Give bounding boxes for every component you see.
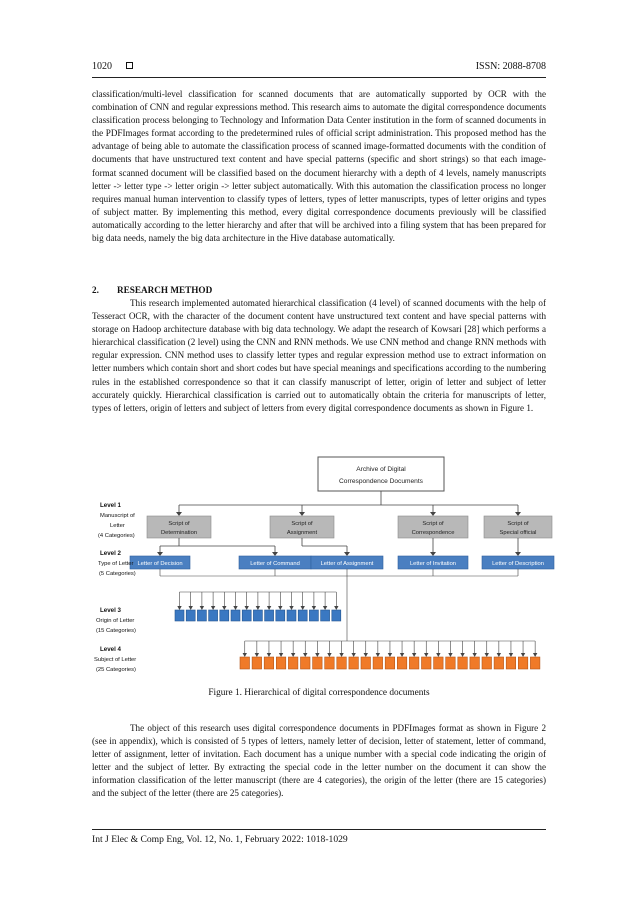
level4-node	[434, 657, 444, 669]
level1-label: Script of	[291, 521, 313, 527]
level2-legend	[98, 550, 136, 577]
level4-node	[313, 657, 323, 669]
level-title: Level 2	[100, 550, 121, 557]
level4-node	[240, 657, 250, 669]
root-node	[318, 457, 444, 491]
level4-node	[301, 657, 311, 669]
level2-node-invitation	[398, 556, 468, 569]
root-label-2: Correspondence Documents	[339, 478, 423, 485]
level2-node-command	[239, 556, 311, 569]
level3-node	[209, 610, 218, 621]
hierarchy-diagram	[92, 450, 562, 682]
level1-node-assignment	[270, 516, 334, 538]
footer-rule	[92, 829, 546, 830]
level2-node-assignment	[311, 556, 383, 569]
level3-node	[287, 610, 296, 621]
level-line: (15 Categories)	[96, 628, 136, 634]
level3-node	[309, 610, 318, 621]
level4-node	[276, 657, 286, 669]
level1-label: Assignment	[286, 530, 318, 536]
level4-group	[240, 641, 540, 669]
root-label-1: Archive of Digital	[356, 466, 406, 473]
level4-node	[458, 657, 468, 669]
level-line: (4 Categories)	[98, 533, 135, 539]
level4-node	[337, 657, 347, 669]
level2-node-decision	[130, 556, 190, 569]
level2-label: Letter of Decision	[137, 561, 183, 567]
level-title: Level 1	[100, 502, 121, 509]
page-number: 1020	[92, 61, 112, 72]
header-rule	[92, 77, 546, 78]
level2-node-description	[482, 556, 554, 569]
section-heading	[92, 285, 212, 295]
level4-node	[397, 657, 407, 669]
level3-node	[332, 610, 341, 621]
level3-node	[231, 610, 240, 621]
level3-node	[298, 610, 307, 621]
level4-node	[422, 657, 432, 669]
level3-node	[186, 610, 195, 621]
figure-caption: Figure 1. Hierarchical of digital correspondence documents	[208, 688, 430, 698]
level1-label: Script of	[422, 521, 444, 527]
object-paragraph: The object of this research uses digital correspondence documents in PDFImages format as shown in Figure 2 (see in appendix), which is consisted of 5 types of letters, namely letter of decision, letter of statement, letter of command, letter of assignment, letter of invitation. Each document has a unique number with a special code indicating the origin of letter and the subject of letter. By extracting the special code in the letter number on the document it can show the information classification of the letter manuscript (there are 4 categories), the origin of the letter (there are 15 categories) and the subject of the letter (there are 25 categories).	[92, 723, 546, 799]
level3-node	[197, 610, 206, 621]
level2-label: Letter of Command	[250, 561, 300, 567]
page-footer: Int J Elec & Comp Eng, Vol. 12, No. 1, February 2022: 1018-1029	[92, 834, 348, 845]
level-line: Subject of Letter	[94, 657, 137, 663]
level3-node	[253, 610, 262, 621]
level1-node-special-official	[484, 516, 552, 538]
level-line: Type of Letter	[98, 561, 134, 567]
level1-label: Correspondence	[411, 530, 455, 536]
level4-node	[288, 657, 298, 669]
level4-node	[446, 657, 456, 669]
level2-label: Letter of Invitation	[409, 561, 457, 567]
level1-legend	[98, 502, 135, 539]
level2-label: Letter of Assignment	[320, 561, 374, 567]
level4-node	[530, 657, 540, 669]
level-line: Manuscript of	[100, 513, 135, 519]
method-paragraph: This research implemented automated hierarchical classification (4 level) of scanned documents with the help of Tesseract OCR, with the character of the document content have unstructured text content and have special patterns with storage on Hadoop architecture database with big data technology. We adapt the research of Kowsari [28] which performs a hierarchical classification (2 level) using the CNN and RNN methods. We use CNN method and change RNN methods with regular expression. CNN method uses to classify letter types and regular expression method use to extract information on letter numbers which contain short and short codes but have special meanings and specifications according to the numbering rules in the established correspondence so that it can classify manuscript of letter, origin of letter and subject of letter accurately quickly. Hierarchical classification is carried out to automatically obtain the criteria for manuscripts of letter, types of letters, origin of letters and subject of letters from every digital correspondence documents as shown in Figure 1.	[92, 298, 546, 413]
level4-node	[252, 657, 262, 669]
level-title: Level 4	[100, 646, 121, 653]
level4-node	[470, 657, 480, 669]
section-title: RESEARCH METHOD	[117, 285, 213, 295]
square-icon	[126, 62, 133, 69]
level2-label: Letter of Description	[492, 561, 544, 567]
level4-node	[409, 657, 419, 669]
level3-node	[220, 610, 229, 621]
level-line: Origin of Letter	[96, 618, 135, 624]
level1-label: Script of	[507, 521, 529, 527]
level1-label: Script of	[168, 521, 190, 527]
level3-node	[276, 610, 285, 621]
level3-node	[242, 610, 251, 621]
level3-node	[265, 610, 274, 621]
page-header	[92, 61, 546, 75]
figure-1	[92, 450, 562, 682]
level-title: Level 3	[100, 607, 121, 614]
level4-node	[518, 657, 528, 669]
level1-node-correspondence	[398, 516, 468, 538]
level1-node-determination	[147, 516, 211, 538]
level-line: Letter	[110, 523, 125, 529]
level4-node	[482, 657, 492, 669]
level3-node	[321, 610, 330, 621]
issn: ISSN: 2088-8708	[475, 61, 546, 72]
level4-node	[506, 657, 516, 669]
level4-node	[361, 657, 371, 669]
level4-node	[264, 657, 274, 669]
section-number: 2.	[92, 285, 99, 295]
level1-label: Special official	[499, 530, 537, 536]
level3-legend	[96, 607, 136, 634]
level3-node	[175, 610, 184, 621]
level4-node	[325, 657, 335, 669]
level-line: (5 Categories)	[99, 571, 136, 577]
level-line: (25 Categories)	[96, 667, 136, 673]
level1-label: Determination	[160, 530, 198, 536]
level4-node	[385, 657, 395, 669]
level4-node	[349, 657, 359, 669]
level4-node	[494, 657, 504, 669]
level4-legend	[94, 646, 136, 673]
intro-paragraph: classification/multi-level classification for scanned documents that are automatically supported by OCR with the combination of CNN and regular expressions method. This research aims to automate the digital correspondence documents classification process belonging to Technology and Information Data Center institution in the form of scanned documents in the PDFImages format according to the predetermined rules of official script administration. This proposed method has the advantage of being able to automate the classification process of scanned image-formatted documents with the condition of documents that have unstructured text content and have special patterns (specific and short strings) so that each image-format scanned document will be classified based on the document hierarchy with a depth of 4 levels, namely manuscripts letter -> letter type -> letter origin -> letter subject automatically. With this automation the classification process no longer requires manual human intervention to classify types of letters, types of letter manuscripts, types of letter origins and types of subject matter. By implementing this method, every digital correspondence documents previously will be classified automatically according to the letter hierarchy and after that will be archived into a filing system that has been prepared for big data needs, namely the big data architecture in the Hive database automatically.	[92, 89, 546, 244]
level4-node	[373, 657, 383, 669]
level3-group	[175, 592, 341, 621]
